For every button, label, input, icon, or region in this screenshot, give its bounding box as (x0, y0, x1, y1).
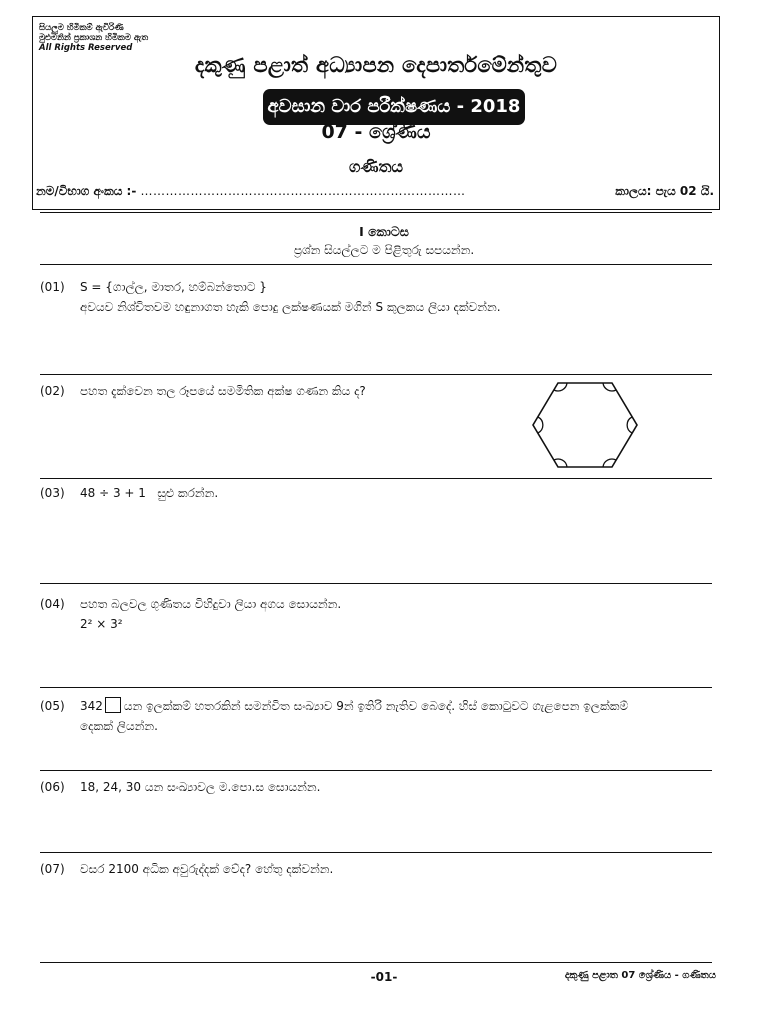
divider (40, 212, 712, 213)
footer-tag: දකුණු පළාත 07 ශ්‍රේණිය - ගණිතය (564, 970, 716, 981)
copyright-line-1: සියලුම හිමිකම් ඇවිරිණි (39, 23, 124, 33)
part-title: I කොටස (359, 224, 409, 239)
divider (40, 770, 712, 771)
question-number: (01) (40, 280, 65, 294)
question-text: S = {ගාල්ල, මාතර, හම්බන්තොට } (80, 280, 267, 294)
question-number: (05) (40, 699, 65, 713)
question-number: (03) (40, 486, 65, 500)
grade-label: 07 - ශ්‍රේණිය (321, 121, 431, 143)
page-number: -01- (370, 970, 398, 984)
question-3 (40, 483, 720, 503)
question-text: අවයව නිශ්චිතවම හඳුනාගත හැකි පොදු ලක්ෂණයක් මගින් S කුලකය ලියා දක්වන්න. (80, 300, 501, 314)
copyright-line-2: මුළුමනින් ප්‍රකාශන හිමිකම ඇත (39, 33, 149, 43)
question-text: පහත බලවල ගුණිතය විහිදුවා ලියා අගය සොයන්න. (80, 597, 342, 611)
divider (40, 374, 712, 375)
question-number: (06) (40, 780, 65, 794)
name-label: නම/විභාග අංකය :- (36, 184, 137, 198)
question-text: වසර 2100 අධික අවුරුද්දක් වේද? හේතු දක්වන්න. (80, 862, 334, 876)
divider (40, 687, 712, 688)
name-index-field (36, 184, 466, 199)
question-text: යන ඉලක්කම් හතරකින් සමන්විත සංඛ්‍යාව 9න් ඉතිරි නැතිව බෙදේ. හිස් කොටුවට ගැළපෙන ඉලක්කම් (123, 699, 629, 713)
copyright-line-3: All Rights Reserved (39, 43, 133, 53)
hexagon-figure (530, 380, 640, 470)
divider (40, 852, 712, 853)
question-number-value: 342 (80, 699, 103, 713)
question-number: (07) (40, 862, 65, 876)
question-expression: 2² × 3² (80, 617, 123, 631)
question-text: 48 ÷ 3 + 1 සුළු කරන්න. (80, 486, 219, 500)
subject-label: ගණිතය (349, 157, 403, 176)
header-box (32, 16, 720, 210)
time-allowed: කාලය: පැය 02 යි. (615, 184, 714, 198)
question-6 (40, 777, 720, 797)
department-title: දකුණු පළාත් අධ්‍යාපන දෙපාර්තමේන්තුව (194, 53, 558, 77)
name-dots: …………………………………………………………………… (140, 184, 466, 198)
question-text: පහත දැක්වෙන තල රූපයේ සමමිතික අක්ෂ ගණන කිය ද? (80, 384, 366, 398)
question-number: (02) (40, 384, 65, 398)
divider (40, 478, 712, 479)
question-5 (40, 696, 720, 736)
divider (40, 583, 712, 584)
question-7 (40, 859, 720, 879)
question-text: 18, 24, 30 යන සංඛ්‍යාවල ම.පො.ස සොයන්න. (80, 780, 321, 794)
question-text: දෙකක් ලියන්න. (80, 719, 158, 733)
question-1 (40, 277, 720, 317)
exam-title-banner: අවසාන වාර පරීක්ෂණය - 2018 (263, 89, 525, 125)
part-instruction: ප්‍රශ්න සියල්ලට ම පිළිතුරු සපයන්න. (293, 243, 475, 257)
copyright-notice (39, 23, 159, 53)
question-4 (40, 594, 720, 634)
divider (40, 264, 712, 265)
divider (40, 962, 712, 963)
blank-box-icon (105, 697, 121, 713)
question-number: (04) (40, 597, 65, 611)
